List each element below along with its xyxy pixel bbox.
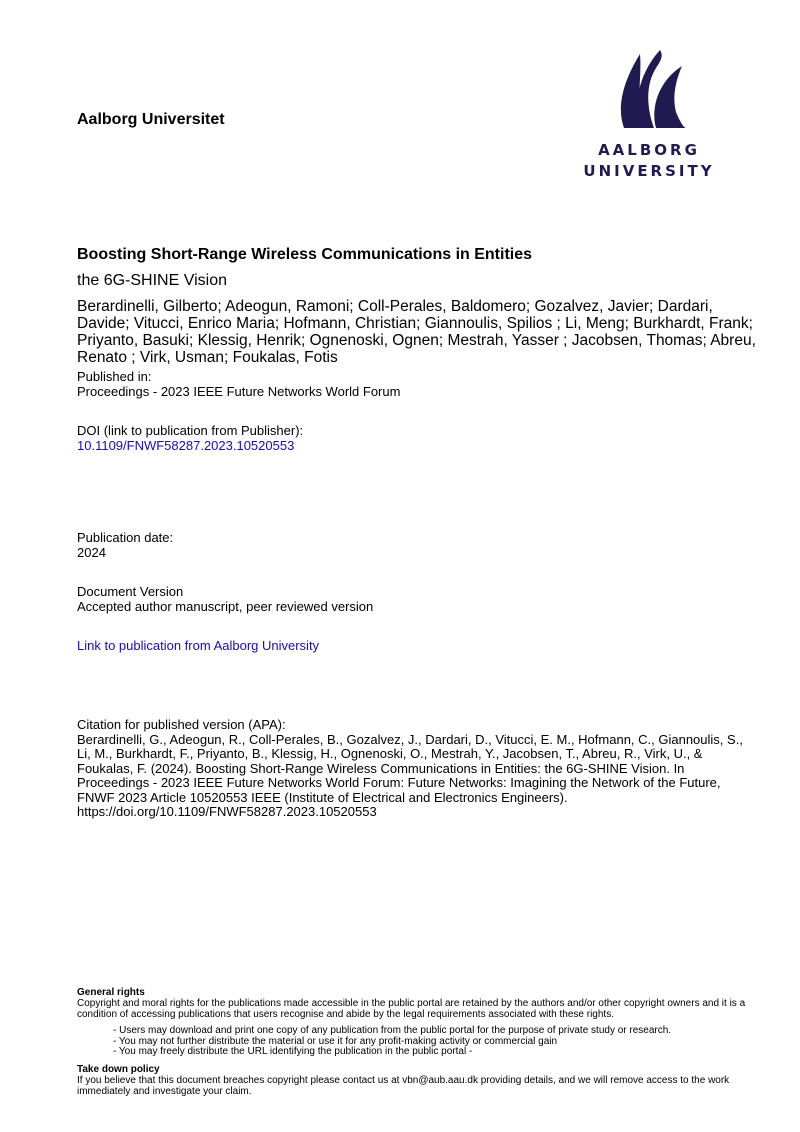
doi-block xyxy=(77,424,303,453)
takedown-text: If you believe that this document breaches copyright please contact us at vbn@aub.aau.dk providing details, and we will remove access to the work immediately and investigate your claim. xyxy=(77,1074,730,1097)
aau-logo xyxy=(584,46,724,182)
general-rights-text: Copyright and moral rights for the publications made accessible in the public portal are retained by the authors and/or other copyright owners and it is a condition of accessing publications that users recognise and abide by the legal requirements associated with these rights. xyxy=(77,998,746,1020)
doi-link[interactable]: 10.1109/FNWF58287.2023.10520553 xyxy=(77,437,295,453)
logo-line-aalborg: AALBORG xyxy=(598,141,700,159)
published-in-block xyxy=(77,370,400,399)
document-version-block xyxy=(77,585,373,614)
publication-date-block xyxy=(77,531,173,560)
portal-link-block xyxy=(77,639,319,654)
portal-publication-link[interactable]: Link to publication from Aalborg University xyxy=(77,638,320,653)
publication-date-label: Publication date: xyxy=(77,530,174,545)
rights-list-item: - You may not further distribute the material or use it for any profit-making activity or commercial gain xyxy=(113,1035,558,1047)
document-version-label: Document Version xyxy=(77,584,184,599)
document-version-value: Accepted author manuscript, peer reviewed version xyxy=(77,598,374,614)
publication-subtitle: the 6G-SHINE Vision xyxy=(77,272,227,289)
published-in-label: Published in: xyxy=(77,369,152,384)
university-name-danish: Aalborg Universitet xyxy=(77,111,225,128)
doi-label: DOI (link to publication from Publisher): xyxy=(77,423,304,438)
author-list: Berardinelli, Gilberto; Adeogun, Ramoni; Coll-Perales, Baldomero; Gozalvez, Javier; Dardari, Davide; Vitucci, Enrico Maria; Hofmann, Christian; Giannoulis, Spilios ; Li, Meng; Burkhardt, Frank; Priyanto, Basuki; Klessig, Henrik; Ognenoski, Ognen; Mestrah, Yasser ; Jacobsen, Thomas; Abreu, Renato ; Virk, Usman; Foukalas, Fotis xyxy=(77,298,756,366)
aau-wave-logo-icon xyxy=(610,46,690,128)
publication-date-value: 2024 xyxy=(77,544,106,560)
rights-list-item: - Users may download and print one copy of any publication from the public portal for the purpose of private study or research. xyxy=(113,1025,672,1036)
citation-label: Citation for published version (APA): xyxy=(77,717,286,732)
rights-list-item: - You may freely distribute the URL identifying the publication in the public portal - xyxy=(113,1046,473,1057)
published-in-value: Proceedings - 2023 IEEE Future Networks World Forum xyxy=(77,383,401,399)
takedown-heading: Take down policy xyxy=(77,1063,160,1075)
rights-list xyxy=(113,1026,753,1058)
general-rights-heading: General rights xyxy=(77,987,145,998)
citation-block xyxy=(77,718,753,820)
publication-title: Boosting Short-Range Wireless Communications in Entities xyxy=(77,246,533,263)
citation-text: Berardinelli, G., Adeogun, R., Coll-Perales, B., Gozalvez, J., Dardari, D., Vitucci, E. M., Hofmann, C., Giannoulis, S., Li, M., Burkhardt, F., Priyanto, B., Klessig, H., Ognenoski, O., Mestrah, Y., Jacobsen, T., Abreu, R., Virk, U., & Foukalas, F. (2024). Boosting Short-Range Wireless Communications in Entities: the 6G-SHINE Vision. In Proceedings - 2023 IEEE Future Networks World Forum: Future Networks: Imagining the Network of the Future, FNWF 2023 Article 10520553 IEEE (Institute of Electrical and Electronics Engineers). https://doi.org/10.1109/FNWF58287.2023.10520553 xyxy=(77,731,743,819)
rights-block xyxy=(77,987,753,1097)
logo-line-university: UNIVERSITY xyxy=(583,162,715,180)
